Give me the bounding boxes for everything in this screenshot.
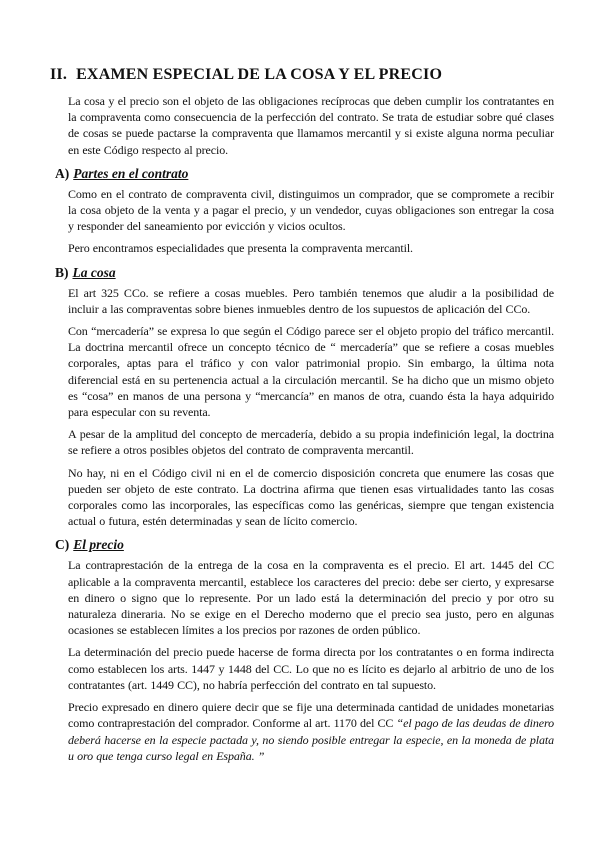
section-letter: B) <box>55 264 69 280</box>
section-name: La cosa <box>72 264 116 280</box>
paragraph: Como en el contrato de compraventa civil, distinguimos un comprador, que se compromete a recibir la cosa objeto de la venta y a pagar el precio, y un vendedor, cuyas obligaciones son entregar la cosa y responder del saneamiento por evicción y vicios ocultos. <box>68 186 554 234</box>
paragraph: No hay, ni en el Código civil ni en el de comercio disposición concreta que enumere las cosas que pueden ser objeto de este contrato. La doctrina afirma que tienen esas virtualidades tanto las cosas corporales como las incorporales, las específicas como las genéricas, siempre que tengan existencia actual o futura, estén determinadas y sean de lícito comercio. <box>68 465 554 529</box>
section-letter: C) <box>55 537 70 553</box>
page-title <box>50 66 554 84</box>
section-el-precio <box>50 537 554 763</box>
paragraph: Con “mercadería” se expresa lo que según el Código parece ser el objeto propio del tráfico mercantil. La doctrina mercantil ofrece un concepto técnico de “ mercadería” que se refiere a cosas muebles corporales, aptas para el tráfico y con valor patrimonial propio. Sin embargo, la última nota diferencial está en su pertenencia actual a la circulación mercantil. Se ha dicho que un mismo objeto es “cosa” en manos de una persona y “mercancía” en manos de otra, cuando ésta la haya adquirido para especular con su reventa. <box>68 324 554 420</box>
section-heading-a <box>55 166 554 182</box>
title-text: EXAMEN ESPECIAL DE LA COSA Y EL PRECIO <box>76 66 443 83</box>
paragraph: Pero encontramos especialidades que presenta la compraventa mercantil. <box>68 241 413 256</box>
section-letter: A) <box>55 165 70 181</box>
section-name: Partes en el contrato <box>73 165 189 181</box>
paragraph: La contraprestación de la entrega de la cosa en la compraventa es el precio. El art. 1445 del CC aplicable a la compraventa mercantil, establece los caracteres del precio: debe ser cierto, y expresarse en dinero o signo que lo represente. Por un lado está la determinación del precio y por otro su naturaleza dineraria. No se exige en el Derecho moderno que el precio sea justo, pero en algunas ocasiones se establecen límites a los precios por razones de orden público. <box>68 558 554 638</box>
section-la-cosa <box>50 265 554 530</box>
paragraph: La determinación del precio puede hacerse de forma directa por los contratantes o en forma indirecta como establecen los arts. 1447 y 1448 del CC. Lo que no es lícito es dejarlo al arbitrio de uno de los contratantes (art. 1449 CC), no habría perfección del contrato en tal supuesto. <box>68 645 554 692</box>
section-name: El precio <box>73 537 124 553</box>
legal-quote: “el pago de las deudas de dinero deberá hacerse en la especie pactada y, no siendo posible entregar la especie, en la moneda de plata u oro que tenga curso legal en España. ” <box>68 716 555 763</box>
paragraph: El art 325 CCo. se refiere a cosas muebles. Pero también tenemos que aludir a la posibilidad de incluir a las compraventas sobre bienes inmuebles dentro de los supuestos de aplicación del CCo. <box>68 285 554 316</box>
section-heading-c <box>55 537 554 553</box>
section-heading-b <box>55 265 554 281</box>
paragraph-text: Precio expresado en dinero quiere decir que se fije una determinada cantidad de unidades monetarias como contraprestación del comprador. Conforme al art. 1170 del CC <box>68 700 554 731</box>
paragraph: A pesar de la amplitud del concepto de mercadería, debido a su propia indefinición legal, la doctrina se refiere a otros posibles objetos del contrato de compraventa mercantil. <box>68 427 554 458</box>
title-number: II. <box>50 66 68 83</box>
intro-paragraph: La cosa y el precio son el objeto de las obligaciones recíprocas que deben cumplir los contratantes en la compraventa como consecuencia de la perfección del contrato. Se trata de estudiar sobre qué clases de cosas se puede pactarse la compraventa que llamamos mercantil y si existe alguna norma peculiar en este Código respecto al precio. <box>68 94 554 157</box>
section-partes-en-el-contrato <box>50 166 554 257</box>
paragraph-with-quote <box>68 699 554 764</box>
